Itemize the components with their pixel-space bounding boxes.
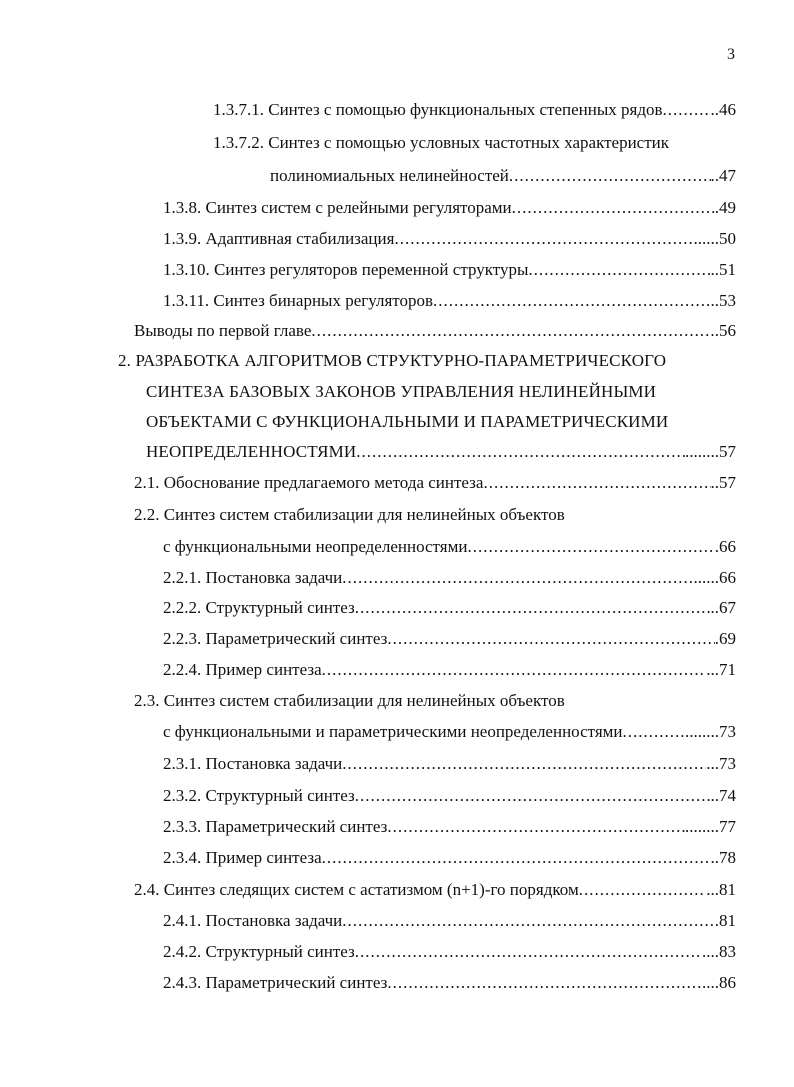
toc-entry	[163, 196, 736, 220]
toc-entry	[163, 627, 736, 651]
toc-entry-title: 2.4.3. Параметрический синтез	[163, 973, 388, 992]
toc-entry	[163, 720, 736, 744]
toc-entry-page: .49	[714, 198, 736, 217]
toc-entry-page: ..46	[710, 100, 736, 119]
toc-leader	[433, 289, 710, 313]
toc-entry-page: ..53	[710, 291, 736, 310]
toc-entry-title: 1.3.9. Адаптивная стабилизация	[163, 229, 395, 248]
toc-entry-title: 2.3.4. Пример синтеза	[163, 848, 322, 867]
toc-leader	[509, 164, 711, 188]
toc-leader	[342, 909, 714, 933]
toc-entry-title: Выводы по первой главе	[134, 321, 312, 340]
toc-entry-title: НЕОПРЕДЕЛЕННОСТЯМИ	[146, 442, 357, 461]
toc-entry-title: 2.1. Обоснование предлагаемого метода синтеза	[134, 473, 484, 492]
toc-leader	[342, 566, 693, 590]
toc-entry	[163, 289, 736, 313]
toc-entry-title-line: 2.2. Синтез систем стабилизации для нелинейных объектов	[134, 505, 565, 524]
toc-entry	[134, 878, 736, 902]
toc-entry	[146, 440, 736, 464]
toc-entry-page: ...81	[706, 880, 736, 899]
toc-entry-title: 2.3.2. Структурный синтез	[163, 786, 355, 805]
toc-entry-title: 2.2.3. Параметрический синтез	[163, 629, 388, 648]
toc-entry-page: ..47	[710, 166, 736, 185]
toc-entry-page: ......66	[693, 568, 736, 587]
toc-entry-page: ........73	[685, 722, 736, 741]
toc-leader	[322, 658, 707, 682]
toc-leader	[311, 319, 714, 343]
toc-entry-title: 2.2.1. Постановка задачи	[163, 568, 343, 587]
toc-entry-title-line: 2.3. Синтез систем стабилизации для нелинейных объектов	[134, 691, 565, 710]
toc-entry	[163, 227, 736, 251]
toc-entry-title: 2.3.1. Постановка задачи	[163, 754, 343, 773]
toc-entry-title: 1.3.8. Синтез систем с релейными регуляторами	[163, 198, 512, 217]
toc-leader	[663, 98, 711, 122]
toc-leader	[355, 940, 702, 964]
toc-leader	[467, 535, 714, 559]
toc-entry-page: ........57	[685, 442, 736, 461]
toc-entry-title: 1.3.11. Синтез бинарных регуляторов	[163, 291, 434, 310]
toc-leader	[355, 784, 711, 808]
toc-entry-title-line: 1.3.7.2. Синтез с помощью условных частотных характеристик	[213, 133, 670, 152]
toc-leader	[356, 440, 685, 464]
toc-entry-title: 2.3.3. Параметрический синтез	[163, 817, 388, 836]
toc-entry	[163, 909, 736, 933]
toc-entry	[134, 471, 736, 495]
toc-leader	[528, 258, 710, 282]
toc-entry	[134, 319, 736, 343]
toc-entry-page: ..78	[710, 848, 736, 867]
toc-entry	[270, 164, 736, 188]
toc-leader	[512, 196, 715, 220]
toc-entry	[163, 846, 736, 870]
toc-entry-title: с функциональными неопределенностями	[163, 537, 468, 556]
toc-entry	[163, 596, 736, 620]
toc-entry-title: 1.3.7.1. Синтез с помощью функциональных степенных рядов	[213, 100, 663, 119]
toc-entry-page: ....86	[702, 973, 736, 992]
toc-entry	[163, 535, 736, 559]
toc-leader	[387, 627, 714, 651]
toc-leader	[387, 815, 685, 839]
toc-entry-title: полиномиальных нелинейностей	[270, 166, 509, 185]
toc-entry	[163, 971, 736, 995]
chapter-heading-line: СИНТЕЗА БАЗОВЫХ ЗАКОНОВ УПРАВЛЕНИЯ НЕЛИНЕЙНЫМИ	[146, 382, 657, 401]
toc-entry-page: ....83	[702, 942, 736, 961]
toc-entry	[163, 258, 736, 282]
toc-entry	[163, 815, 736, 839]
toc-entry-page: ..51	[710, 260, 736, 279]
toc-entry-title: 1.3.10. Синтез регуляторов переменной структуры	[163, 260, 529, 279]
toc-entry	[163, 658, 736, 682]
page-number: 3	[727, 46, 735, 63]
toc-entry-page: ...73	[706, 754, 736, 773]
toc-entry-title: 2.4. Синтез следящих систем с астатизмом (n+1)-го порядком	[134, 880, 579, 899]
toc-leader	[355, 596, 711, 620]
toc-entry-page: ...71	[706, 660, 736, 679]
toc-entry	[163, 940, 736, 964]
toc-entry-title: 2.4.1. Постановка задачи	[163, 911, 343, 930]
toc-leader	[387, 971, 702, 995]
toc-entry-page: .81	[714, 911, 736, 930]
toc-entry-page: ..57	[710, 473, 736, 492]
toc-entry-title: 2.2.4. Пример синтеза	[163, 660, 322, 679]
toc-entry-page: .56	[714, 321, 736, 340]
toc-leader	[579, 878, 707, 902]
toc-leader	[483, 471, 710, 495]
toc-leader	[394, 227, 693, 251]
toc-entry	[163, 752, 736, 776]
toc-leader	[342, 752, 706, 776]
toc-entry-page: ..74	[710, 786, 736, 805]
chapter-heading-line: 2. РАЗРАБОТКА АЛГОРИТМОВ СТРУКТУРНО-ПАРАМЕТРИЧЕСКОГО	[118, 351, 667, 370]
toc-entry-page: .69	[714, 629, 736, 648]
toc-entry-page: ........77	[685, 817, 736, 836]
toc-entry	[163, 784, 736, 808]
toc-leader	[623, 720, 685, 744]
toc-entry	[213, 98, 736, 122]
chapter-heading-line: ОБЪЕКТАМИ С ФУНКЦИОНАЛЬНЫМИ И ПАРАМЕТРИЧЕСКИМИ	[146, 412, 669, 431]
toc-entry	[163, 566, 736, 590]
toc-entry-title: 2.4.2. Структурный синтез	[163, 942, 355, 961]
toc-entry-page: .66	[714, 537, 736, 556]
toc-entry-title: с функциональными и параметрическими неопределенностями	[163, 722, 623, 741]
toc-entry-page: ......50	[693, 229, 736, 248]
toc-entry-title: 2.2.2. Структурный синтез	[163, 598, 355, 617]
toc-leader	[322, 846, 711, 870]
toc-entry-page: ..67	[710, 598, 736, 617]
